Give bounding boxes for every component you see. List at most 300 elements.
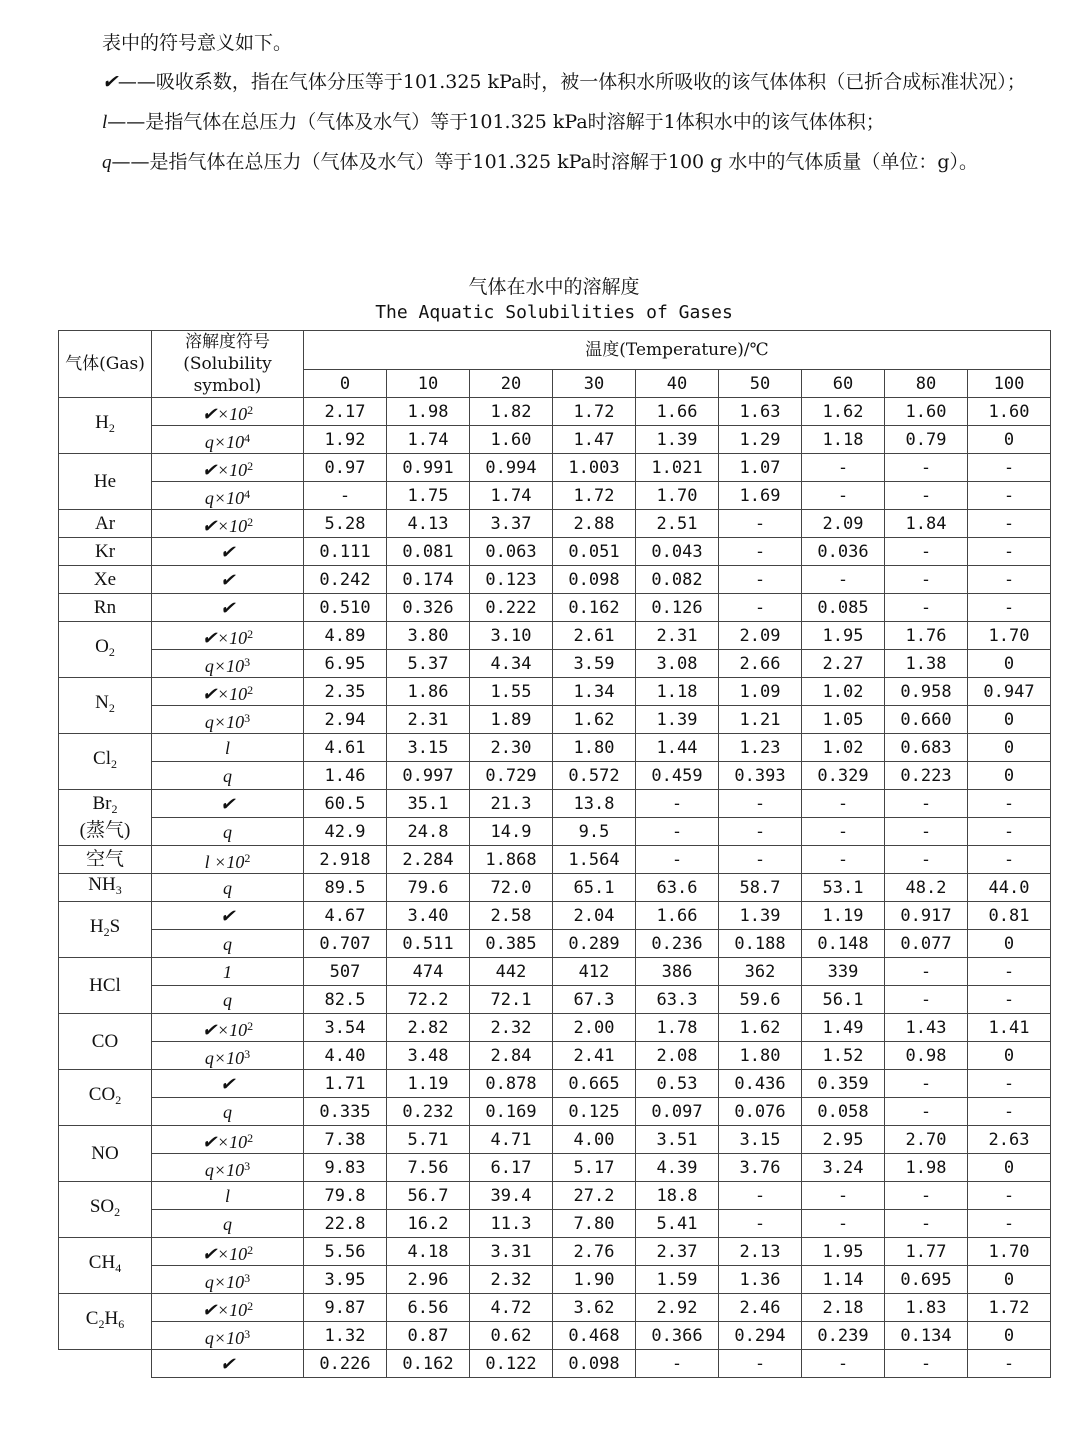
gas-cell: CO bbox=[59, 1014, 152, 1070]
value-cell: - bbox=[636, 818, 719, 846]
header-gas: 气体(Gas) bbox=[59, 331, 152, 398]
value-cell: 1.95 bbox=[802, 1238, 885, 1266]
value-cell: 3.62 bbox=[553, 1294, 636, 1322]
value-cell: 0.991 bbox=[387, 454, 470, 482]
value-cell: 2.918 bbox=[304, 846, 387, 874]
table-row bbox=[59, 790, 1051, 818]
value-cell: 1.77 bbox=[885, 1238, 968, 1266]
value-cell: 0.81 bbox=[968, 902, 1051, 930]
symbol-exponent: 3 bbox=[244, 654, 251, 669]
symbol-cell: q bbox=[152, 986, 304, 1014]
gas-subscript: 2 bbox=[114, 1205, 121, 1219]
value-cell: 0 bbox=[968, 1154, 1051, 1182]
value-cell: - bbox=[636, 790, 719, 818]
value-cell: 2.09 bbox=[719, 622, 802, 650]
value-cell: - bbox=[885, 538, 968, 566]
table-row bbox=[59, 706, 1051, 734]
value-cell: 0.917 bbox=[885, 902, 968, 930]
value-cell: 1.021 bbox=[636, 454, 719, 482]
value-cell: - bbox=[802, 846, 885, 874]
value-cell: 1.82 bbox=[470, 398, 553, 426]
value-cell: 79.8 bbox=[304, 1182, 387, 1210]
value-cell: 0.081 bbox=[387, 538, 470, 566]
value-cell: 0 bbox=[968, 930, 1051, 958]
value-cell: 53.1 bbox=[802, 874, 885, 902]
value-cell: 0.058 bbox=[802, 1098, 885, 1126]
value-cell: 2.92 bbox=[636, 1294, 719, 1322]
value-cell: 1.60 bbox=[470, 426, 553, 454]
value-cell: 1.55 bbox=[470, 678, 553, 706]
value-cell: 56.7 bbox=[387, 1182, 470, 1210]
value-cell: 0.997 bbox=[387, 762, 470, 790]
value-cell: 2.70 bbox=[885, 1126, 968, 1154]
value-cell: - bbox=[802, 1182, 885, 1210]
note-absorption-coefficient bbox=[58, 67, 1048, 98]
symbol-exponent: 4 bbox=[244, 486, 251, 501]
value-cell: 6.56 bbox=[387, 1294, 470, 1322]
gas-subscript: 2 bbox=[110, 757, 117, 771]
value-cell: 2.88 bbox=[553, 510, 636, 538]
value-cell: 1.868 bbox=[470, 846, 553, 874]
value-cell: 2.09 bbox=[802, 510, 885, 538]
value-cell: 0.098 bbox=[553, 566, 636, 594]
value-cell: 0.223 bbox=[885, 762, 968, 790]
symbol-cell: q bbox=[152, 818, 304, 846]
symbol-cell: $✔\times 10^2$ bbox=[152, 1126, 304, 1154]
value-cell: 2.17 bbox=[304, 398, 387, 426]
value-cell: 0.063 bbox=[470, 538, 553, 566]
value-cell: - bbox=[968, 1098, 1051, 1126]
table-row bbox=[59, 902, 1051, 930]
value-cell: 2.32 bbox=[470, 1014, 553, 1042]
value-cell: 0.077 bbox=[885, 930, 968, 958]
symbol-exponent: 3 bbox=[244, 1158, 251, 1173]
value-cell: 3.15 bbox=[387, 734, 470, 762]
value-cell: 1.39 bbox=[636, 426, 719, 454]
table-row bbox=[59, 1098, 1051, 1126]
value-cell: 2.58 bbox=[470, 902, 553, 930]
value-cell: 0.53 bbox=[636, 1070, 719, 1098]
value-cell: 5.28 bbox=[304, 510, 387, 538]
gas-cell: Xe bbox=[59, 566, 152, 594]
value-cell: 3.59 bbox=[553, 650, 636, 678]
symbol-exponent: 3 bbox=[244, 1270, 251, 1285]
value-cell: 1.63 bbox=[719, 398, 802, 426]
value-cell: 2.46 bbox=[719, 1294, 802, 1322]
gas-subscript: 2 bbox=[111, 802, 118, 816]
gas-subscript: 2 bbox=[98, 1317, 105, 1331]
value-cell: 0.125 bbox=[553, 1098, 636, 1126]
value-cell: - bbox=[968, 790, 1051, 818]
value-cell: 2.76 bbox=[553, 1238, 636, 1266]
value-cell: 0.111 bbox=[304, 538, 387, 566]
table-row bbox=[59, 454, 1051, 482]
gas-cell: He bbox=[59, 454, 152, 510]
symbol-cell: $q\times 10^3$ bbox=[152, 1266, 304, 1294]
value-cell: 65.1 bbox=[553, 874, 636, 902]
gas-cell: Ar bbox=[59, 510, 152, 538]
value-cell: - bbox=[885, 958, 968, 986]
value-cell: 0.511 bbox=[387, 930, 470, 958]
q-definition: ——是指气体在总压力（气体及水气）等于101.325 kPa时溶解于100 g 水中的气体质量（单位：g）。 bbox=[111, 151, 979, 173]
value-cell: 0.468 bbox=[553, 1322, 636, 1350]
symbol-cell: $✔\times 10^2$ bbox=[152, 678, 304, 706]
value-cell: 72.0 bbox=[470, 874, 553, 902]
value-cell: 1.39 bbox=[719, 902, 802, 930]
table-row bbox=[59, 1014, 1051, 1042]
symbol-cell: 1 bbox=[152, 958, 304, 986]
value-cell: 1.18 bbox=[802, 426, 885, 454]
value-cell: 0.878 bbox=[470, 1070, 553, 1098]
value-cell: 5.71 bbox=[387, 1126, 470, 1154]
value-cell: 2.04 bbox=[553, 902, 636, 930]
temp-header-20: 20 bbox=[470, 370, 553, 398]
value-cell: 5.41 bbox=[636, 1210, 719, 1238]
value-cell: 0.572 bbox=[553, 762, 636, 790]
value-cell: 1.19 bbox=[387, 1070, 470, 1098]
table-row bbox=[59, 1154, 1051, 1182]
value-cell: 2.13 bbox=[719, 1238, 802, 1266]
symbol-exponent: 3 bbox=[244, 1326, 251, 1341]
value-cell: - bbox=[802, 454, 885, 482]
symbol-cell: ✔ bbox=[152, 538, 304, 566]
value-cell: 2.18 bbox=[802, 1294, 885, 1322]
value-cell: - bbox=[885, 454, 968, 482]
value-cell: 1.47 bbox=[553, 426, 636, 454]
value-cell: 0.510 bbox=[304, 594, 387, 622]
value-cell: - bbox=[719, 790, 802, 818]
value-cell: 4.00 bbox=[553, 1126, 636, 1154]
value-cell: - bbox=[719, 510, 802, 538]
value-cell: 4.72 bbox=[470, 1294, 553, 1322]
value-cell: - bbox=[885, 818, 968, 846]
symbol-exponent: 2 bbox=[244, 850, 251, 865]
gas-cell: $Cl_2$ bbox=[59, 734, 152, 790]
value-cell: 362 bbox=[719, 958, 802, 986]
value-cell: 2.284 bbox=[387, 846, 470, 874]
value-cell: 2.66 bbox=[719, 650, 802, 678]
temp-header-40: 40 bbox=[636, 370, 719, 398]
value-cell: 2.95 bbox=[802, 1126, 885, 1154]
value-cell: 339 bbox=[802, 958, 885, 986]
alpha-symbol: ✔ bbox=[102, 72, 118, 93]
value-cell: 0.87 bbox=[387, 1322, 470, 1350]
value-cell: - bbox=[968, 510, 1051, 538]
symbol-exponent: 2 bbox=[247, 514, 254, 529]
value-cell: 14.9 bbox=[470, 818, 553, 846]
value-cell: 0.62 bbox=[470, 1322, 553, 1350]
value-cell: 1.76 bbox=[885, 622, 968, 650]
value-cell: 1.49 bbox=[802, 1014, 885, 1042]
value-cell: 1.34 bbox=[553, 678, 636, 706]
value-cell: 1.41 bbox=[968, 1014, 1051, 1042]
value-cell: 1.23 bbox=[719, 734, 802, 762]
temp-header-10: 10 bbox=[387, 370, 470, 398]
table-row bbox=[59, 846, 1051, 874]
value-cell: 2.31 bbox=[387, 706, 470, 734]
value-cell: - bbox=[719, 818, 802, 846]
gas-cell: $H_2S$ bbox=[59, 902, 152, 958]
value-cell: 2.37 bbox=[636, 1238, 719, 1266]
value-cell: 1.71 bbox=[304, 1070, 387, 1098]
value-cell: 1.75 bbox=[387, 482, 470, 510]
temp-header-60: 60 bbox=[802, 370, 885, 398]
value-cell: 1.564 bbox=[553, 846, 636, 874]
value-cell: 3.51 bbox=[636, 1126, 719, 1154]
value-cell: 0.326 bbox=[387, 594, 470, 622]
symbol-exponent: 2 bbox=[247, 1242, 254, 1257]
table-row bbox=[59, 398, 1051, 426]
note-q-definition bbox=[58, 147, 1048, 178]
value-cell: 0.393 bbox=[719, 762, 802, 790]
table-row bbox=[59, 622, 1051, 650]
value-cell: 0.665 bbox=[553, 1070, 636, 1098]
value-cell: 0.162 bbox=[553, 594, 636, 622]
value-cell: 2.31 bbox=[636, 622, 719, 650]
table-row bbox=[59, 874, 1051, 902]
value-cell: 0.994 bbox=[470, 454, 553, 482]
value-cell: 24.8 bbox=[387, 818, 470, 846]
symbol-cell: q bbox=[152, 1210, 304, 1238]
value-cell: - bbox=[885, 986, 968, 1014]
value-cell: - bbox=[304, 482, 387, 510]
value-cell: 56.1 bbox=[802, 986, 885, 1014]
value-cell: 1.38 bbox=[885, 650, 968, 678]
value-cell: 5.17 bbox=[553, 1154, 636, 1182]
l-definition: ——是指气体在总压力（气体及水气）等于101.325 kPa时溶解于1体积水中的该气体体积； bbox=[107, 111, 885, 133]
value-cell: 2.30 bbox=[470, 734, 553, 762]
gas-cell: Rn bbox=[59, 594, 152, 622]
value-cell: 0.082 bbox=[636, 566, 719, 594]
value-cell: - bbox=[636, 1350, 719, 1378]
symbol-exponent: 4 bbox=[244, 430, 251, 445]
value-cell: 0.660 bbox=[885, 706, 968, 734]
value-cell: 0 bbox=[968, 706, 1051, 734]
gas-cell: $H_2$ bbox=[59, 398, 152, 454]
value-cell: 42.9 bbox=[304, 818, 387, 846]
value-cell: 474 bbox=[387, 958, 470, 986]
value-cell: 35.1 bbox=[387, 790, 470, 818]
value-cell: 0.076 bbox=[719, 1098, 802, 1126]
value-cell: 2.61 bbox=[553, 622, 636, 650]
gas-subscript: 2 bbox=[108, 645, 115, 659]
value-cell: 63.3 bbox=[636, 986, 719, 1014]
value-cell: - bbox=[719, 566, 802, 594]
value-cell: - bbox=[968, 566, 1051, 594]
value-cell: 0.729 bbox=[470, 762, 553, 790]
value-cell: 3.76 bbox=[719, 1154, 802, 1182]
symbol-exponent: 2 bbox=[247, 1018, 254, 1033]
value-cell: 0.226 bbox=[304, 1350, 387, 1378]
table-row bbox=[59, 1210, 1051, 1238]
value-cell: 0.242 bbox=[304, 566, 387, 594]
alpha-definition: ——吸收系数，指在气体分压等于101.325 kPa时，被一体积水所吸收的该气体体积（已折合成标准状况）； bbox=[117, 71, 1026, 93]
table-title-cn: 气体在水中的溶解度 bbox=[468, 276, 640, 298]
value-cell: 3.10 bbox=[470, 622, 553, 650]
value-cell: 4.67 bbox=[304, 902, 387, 930]
table-row bbox=[59, 1322, 1051, 1350]
gas-cell: $O_2$ bbox=[59, 622, 152, 678]
symbol-cell: q bbox=[152, 874, 304, 902]
value-cell: 2.32 bbox=[470, 1266, 553, 1294]
symbol-cell: $✔\times 10^2$ bbox=[152, 454, 304, 482]
header-temperature: 温度(Temperature)/℃ bbox=[304, 331, 1051, 370]
l-symbol: l bbox=[102, 112, 108, 133]
value-cell: 0.436 bbox=[719, 1070, 802, 1098]
value-cell: 1.98 bbox=[885, 1154, 968, 1182]
value-cell: 1.43 bbox=[885, 1014, 968, 1042]
symbol-cell: q bbox=[152, 930, 304, 958]
symbol-cell: $q\times 10^3$ bbox=[152, 706, 304, 734]
gas-subscript: 3 bbox=[115, 883, 122, 897]
value-cell: 67.3 bbox=[553, 986, 636, 1014]
value-cell: 18.8 bbox=[636, 1182, 719, 1210]
value-cell: 4.89 bbox=[304, 622, 387, 650]
symbol-cell: ✔ bbox=[152, 594, 304, 622]
table-row bbox=[59, 958, 1051, 986]
value-cell: 0.707 bbox=[304, 930, 387, 958]
value-cell: 0.683 bbox=[885, 734, 968, 762]
temp-header-50: 50 bbox=[719, 370, 802, 398]
value-cell: 2.27 bbox=[802, 650, 885, 678]
table-row bbox=[59, 510, 1051, 538]
value-cell: 412 bbox=[553, 958, 636, 986]
gas-cell: $CH_4$ bbox=[59, 1238, 152, 1294]
symbol-cell: $q\times 10^4$ bbox=[152, 426, 304, 454]
table-row bbox=[59, 1126, 1051, 1154]
value-cell: 0.329 bbox=[802, 762, 885, 790]
value-cell: 1.39 bbox=[636, 706, 719, 734]
value-cell: 0.097 bbox=[636, 1098, 719, 1126]
value-cell: 1.95 bbox=[802, 622, 885, 650]
value-cell: 0.459 bbox=[636, 762, 719, 790]
value-cell: 4.18 bbox=[387, 1238, 470, 1266]
value-cell: 9.87 bbox=[304, 1294, 387, 1322]
value-cell: 0.098 bbox=[553, 1350, 636, 1378]
value-cell: - bbox=[885, 482, 968, 510]
symbol-exponent: 3 bbox=[244, 1046, 251, 1061]
value-cell: 1.60 bbox=[885, 398, 968, 426]
gas-subscript: 2 bbox=[108, 421, 115, 435]
note-l-definition bbox=[58, 107, 1048, 138]
value-cell: 1.62 bbox=[553, 706, 636, 734]
gas-cell: $NH_3$ bbox=[59, 874, 152, 902]
value-cell: 442 bbox=[470, 958, 553, 986]
value-cell: 1.70 bbox=[968, 1238, 1051, 1266]
value-cell: 0.97 bbox=[304, 454, 387, 482]
value-cell: 0.98 bbox=[885, 1042, 968, 1070]
value-cell: 1.02 bbox=[802, 678, 885, 706]
value-cell: 0 bbox=[968, 762, 1051, 790]
value-cell: 1.003 bbox=[553, 454, 636, 482]
value-cell: 9.5 bbox=[553, 818, 636, 846]
value-cell: 1.90 bbox=[553, 1266, 636, 1294]
value-cell: 0 bbox=[968, 1042, 1051, 1070]
value-cell: 0.232 bbox=[387, 1098, 470, 1126]
value-cell: 72.1 bbox=[470, 986, 553, 1014]
symbol-cell: q bbox=[152, 1098, 304, 1126]
table-row bbox=[59, 930, 1051, 958]
table-row bbox=[59, 1182, 1051, 1210]
table-row bbox=[59, 1042, 1051, 1070]
value-cell: - bbox=[885, 790, 968, 818]
value-cell: - bbox=[636, 846, 719, 874]
value-cell: 0.958 bbox=[885, 678, 968, 706]
value-cell: 63.6 bbox=[636, 874, 719, 902]
value-cell: 58.7 bbox=[719, 874, 802, 902]
value-cell: - bbox=[802, 1210, 885, 1238]
value-cell: 9.83 bbox=[304, 1154, 387, 1182]
symbol-cell: ✔ bbox=[152, 902, 304, 930]
gas-subscript: 6 bbox=[118, 1317, 125, 1331]
symbol-cell: l bbox=[152, 1182, 304, 1210]
temp-header-30: 30 bbox=[553, 370, 636, 398]
value-cell: 0.385 bbox=[470, 930, 553, 958]
symbol-exponent: 2 bbox=[247, 1298, 254, 1313]
value-cell: 89.5 bbox=[304, 874, 387, 902]
value-cell: 3.54 bbox=[304, 1014, 387, 1042]
q-symbol: q bbox=[102, 152, 112, 173]
gas-cell: $Br_2$ (蒸气) bbox=[59, 790, 152, 846]
value-cell: 1.62 bbox=[802, 398, 885, 426]
value-cell: 386 bbox=[636, 958, 719, 986]
value-cell: - bbox=[719, 538, 802, 566]
gas-cell bbox=[59, 1350, 152, 1378]
value-cell: - bbox=[885, 1350, 968, 1378]
value-cell: 1.66 bbox=[636, 902, 719, 930]
value-cell: 1.60 bbox=[968, 398, 1051, 426]
gas-cell: 空气 bbox=[59, 846, 152, 874]
value-cell: 0.123 bbox=[470, 566, 553, 594]
table-row bbox=[59, 1238, 1051, 1266]
value-cell: - bbox=[968, 818, 1051, 846]
value-cell: 1.19 bbox=[802, 902, 885, 930]
value-cell: 0.366 bbox=[636, 1322, 719, 1350]
value-cell: 82.5 bbox=[304, 986, 387, 1014]
value-cell: 2.00 bbox=[553, 1014, 636, 1042]
value-cell: 1.46 bbox=[304, 762, 387, 790]
value-cell: 0.148 bbox=[802, 930, 885, 958]
value-cell: - bbox=[719, 846, 802, 874]
value-cell: 1.70 bbox=[636, 482, 719, 510]
gas-cell: $C_2H_6$ bbox=[59, 1294, 152, 1350]
symbol-cell: $q\times 10^3$ bbox=[152, 1154, 304, 1182]
value-cell: 4.40 bbox=[304, 1042, 387, 1070]
value-cell: - bbox=[802, 566, 885, 594]
symbol-cell: $✔\times 10^2$ bbox=[152, 510, 304, 538]
value-cell: 0 bbox=[968, 1322, 1051, 1350]
value-cell: 16.2 bbox=[387, 1210, 470, 1238]
value-cell: 1.74 bbox=[387, 426, 470, 454]
symbol-cell: ✔ bbox=[152, 1070, 304, 1098]
value-cell: 0.79 bbox=[885, 426, 968, 454]
symbol-cell: $q\times 10^3$ bbox=[152, 1322, 304, 1350]
value-cell: 2.94 bbox=[304, 706, 387, 734]
value-cell: - bbox=[968, 958, 1051, 986]
temp-header-0: 0 bbox=[304, 370, 387, 398]
value-cell: 5.56 bbox=[304, 1238, 387, 1266]
value-cell: 1.07 bbox=[719, 454, 802, 482]
value-cell: 0.126 bbox=[636, 594, 719, 622]
value-cell: 79.6 bbox=[387, 874, 470, 902]
symbol-cell: $q\times 10^3$ bbox=[152, 1042, 304, 1070]
value-cell: - bbox=[968, 1182, 1051, 1210]
table-row bbox=[59, 566, 1051, 594]
value-cell: 60.5 bbox=[304, 790, 387, 818]
table-row bbox=[59, 734, 1051, 762]
value-cell: 13.8 bbox=[553, 790, 636, 818]
value-cell: 0.051 bbox=[553, 538, 636, 566]
